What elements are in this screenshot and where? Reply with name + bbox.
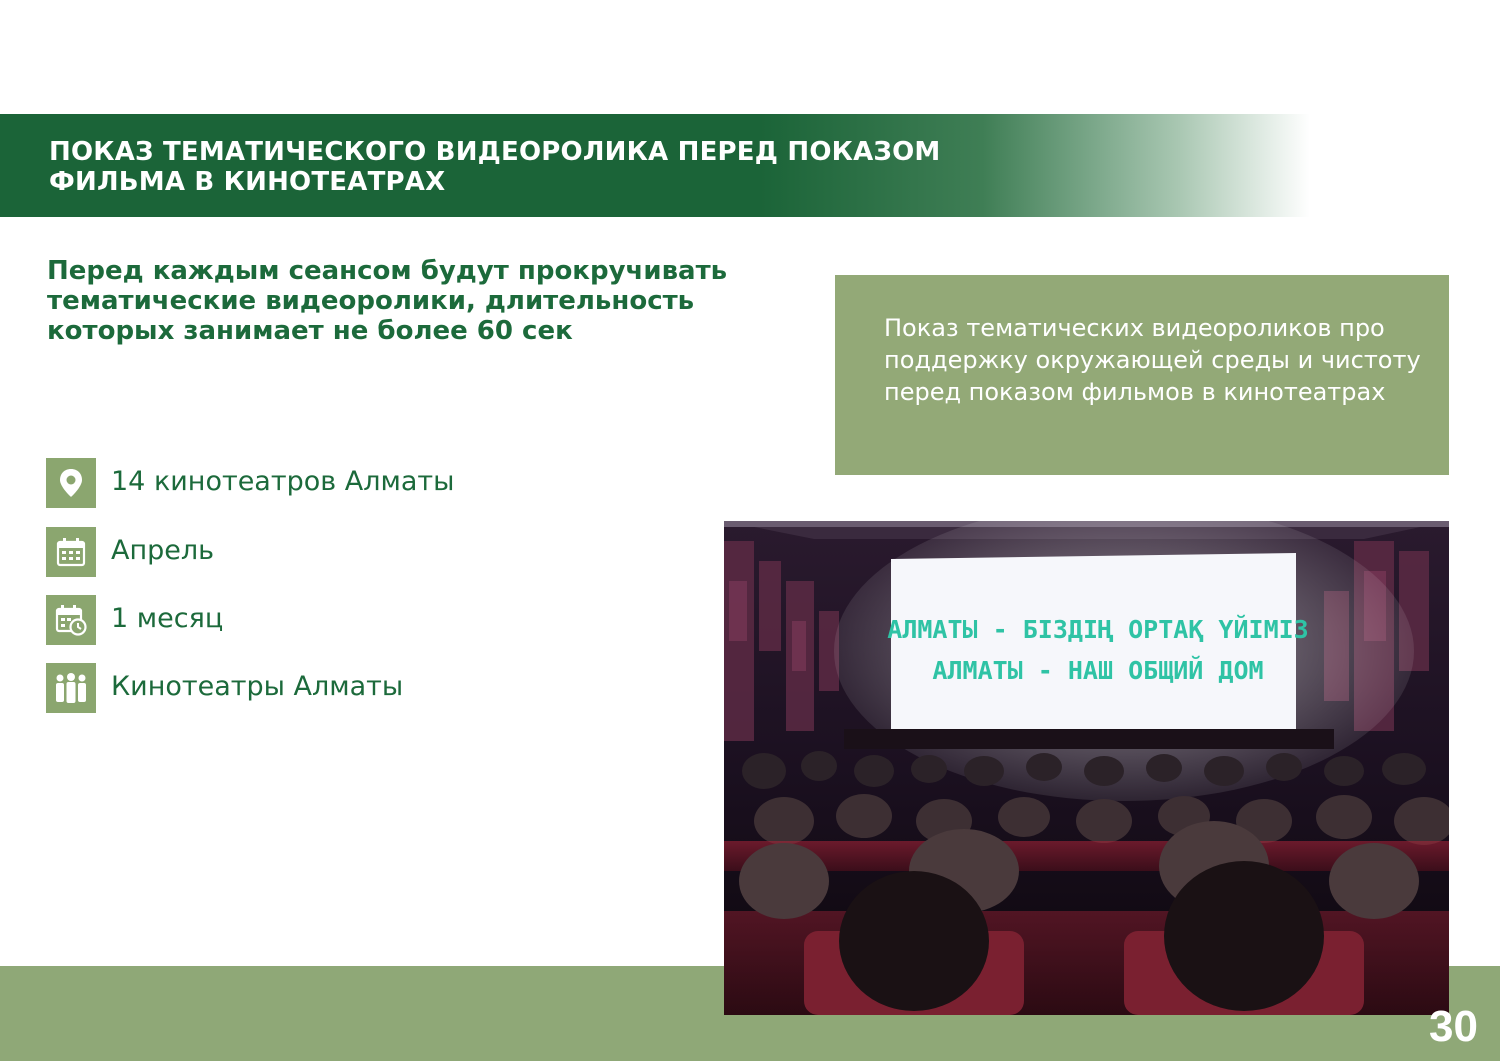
fact-duration: [46, 595, 566, 645]
fact-location-label: 14 кинотеатров Алматы: [111, 466, 455, 497]
fact-audience: [46, 663, 566, 713]
info-box-text: Показ тематических видеороликов про поддержку окружающей среды и чистоту перед показом фильмов в кинотеатрах: [884, 314, 1421, 406]
calendar-icon: [46, 527, 96, 577]
page-number: 30: [1429, 1002, 1478, 1051]
intro-text: Перед каждым сеансом будут прокручивать тематические видеоролики, длительность которых занимает не более 60 сек: [47, 256, 728, 346]
fact-date: [46, 527, 566, 577]
people-group-icon: [46, 663, 96, 713]
page-title: ПОКАЗ ТЕМАТИЧЕСКОГО ВИДЕОРОЛИКА ПЕРЕД ПОКАЗОМ ФИЛЬМА В КИНОТЕАТРАХ: [49, 137, 941, 197]
fact-duration-label: 1 месяц: [111, 603, 224, 634]
info-box: [835, 275, 1449, 475]
screen-line-2: АЛМАТЫ - НАШ ОБЩИЙ ДОМ: [932, 656, 1264, 685]
fact-date-label: Апрель: [111, 535, 215, 566]
location-pin-icon: [46, 458, 96, 508]
calendar-clock-icon: [46, 595, 96, 645]
cinema-photo: [724, 521, 1449, 1015]
fact-location: [46, 458, 566, 508]
screen-line-1: АЛМАТЫ - БІЗДІҢ ОРТАҚ ҮЙІМІЗ: [887, 615, 1309, 644]
fact-audience-label: Кинотеатры Алматы: [111, 671, 404, 702]
